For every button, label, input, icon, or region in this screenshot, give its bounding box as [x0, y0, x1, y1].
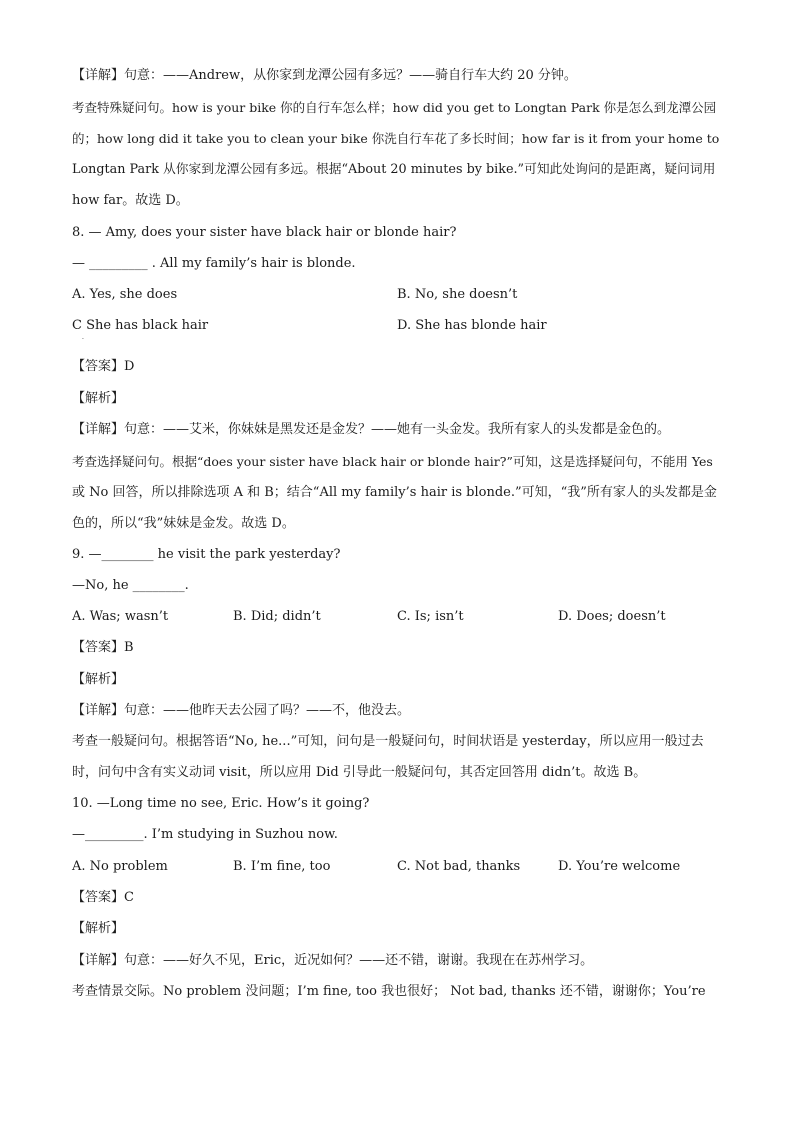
q10-analysis-label: 【解析】	[72, 921, 125, 936]
q8-option-b: B. No, she doesn’t	[397, 287, 518, 302]
q9-option-c: C. Is; isn’t	[397, 609, 464, 624]
q8-detail-line: 或 No 回答，所以排除选项 A 和 B；结合“All my family’s hair is blonde.”可知，“我”所有家人的头发都是金	[72, 485, 717, 500]
q10-detail-line: 考查情景交际。No problem 没问题；I’m fine, too 我也很好； Not bad, thanks 还不错，谢谢你；You’re	[72, 984, 706, 999]
q8-detail-line: 【详解】句意：——艾米，你妹妹是黑发还是金发？——她有一头金发。我所有家人的头发都是金色的。	[72, 422, 671, 437]
detail-line: how far。故选 D。	[72, 193, 189, 208]
question-10-reply: —_________. I’m studying in Suzhou now.	[72, 827, 338, 842]
q8-detail-line: 色的，所以“我”妹妹是金发。故选 D。	[72, 516, 295, 531]
q8-answer: 【答案】D	[72, 359, 135, 374]
q9-option-d: D. Does; doesn’t	[558, 609, 666, 624]
q10-option-a: A. No problem	[72, 859, 168, 874]
q10-detail-line: 【详解】句意：——好久不见，Eric，近况如何？——还不错，谢谢。我现在在苏州学习。	[72, 953, 594, 968]
q8-option-a: A. Yes, she does	[72, 287, 178, 302]
q8-analysis-label: 【解析】	[72, 391, 125, 406]
detail-line: 考查特殊疑问句。how is your bike 你的自行车怎么样；how did you get to Longtan Park 你是怎么到龙潭公园	[72, 100, 717, 115]
q10-option-c: C. Not bad, thanks	[397, 859, 521, 874]
question-8-stem: 8. — Amy, does your sister have black hair or blonde hair?	[72, 225, 457, 240]
q8-option-d: D. She has blonde hair	[397, 318, 547, 333]
q9-detail-line: 考查一般疑问句。根据答语“No, he...”可知，问句是一般疑问句，时间状语是 yesterday，所以应用一般过去	[72, 734, 704, 749]
question-9-stem: 9. —________ he visit the park yesterday?	[72, 547, 341, 562]
question-9-reply: —No, he ________.	[72, 578, 189, 593]
detail-line: 的；how long did it take you to clean your bike 你洗自行车花了多长时间；how far is it from your home to	[72, 131, 720, 146]
q10-answer: 【答案】C	[72, 890, 134, 905]
q9-detail-line: 【详解】句意：——他昨天去公园了吗？——不，他没去。	[72, 703, 411, 718]
q9-option-b: B. Did; didn’t	[233, 609, 321, 624]
q10-option-d: D. You’re welcome	[558, 859, 681, 874]
q8-option-c: C She has black hair	[72, 318, 209, 333]
q9-answer: 【答案】B	[72, 640, 134, 655]
question-8-reply: — _________ . All my family’s hair is blonde.	[72, 256, 356, 271]
q10-option-b: B. I’m fine, too	[233, 859, 331, 874]
q9-detail-line: 时，问句中含有实义动词 visit，所以应用 Did 引导此一般疑问句，其否定回答用 didn’t。故选 B。	[72, 765, 647, 780]
q9-analysis-label: 【解析】	[72, 672, 125, 687]
detail-line: 【详解】句意：——Andrew，从你家到龙潭公园有多远？——骑自行车大约 20 分钟。	[72, 68, 577, 83]
q8-detail-line: 考查选择疑问句。根据“does your sister have black hair or blonde hair?”可知，这是选择疑问句，不能用 Yes	[72, 454, 713, 469]
stray-mark: ·	[82, 336, 84, 343]
q9-option-a: A. Was; wasn’t	[72, 609, 169, 624]
question-10-stem: 10. —Long time no see, Eric. How’s it going?	[72, 796, 370, 811]
detail-line: Longtan Park 从你家到龙潭公园有多远。根据“About 20 minutes by bike.”可知此处询问的是距离，疑问词用	[72, 162, 716, 177]
